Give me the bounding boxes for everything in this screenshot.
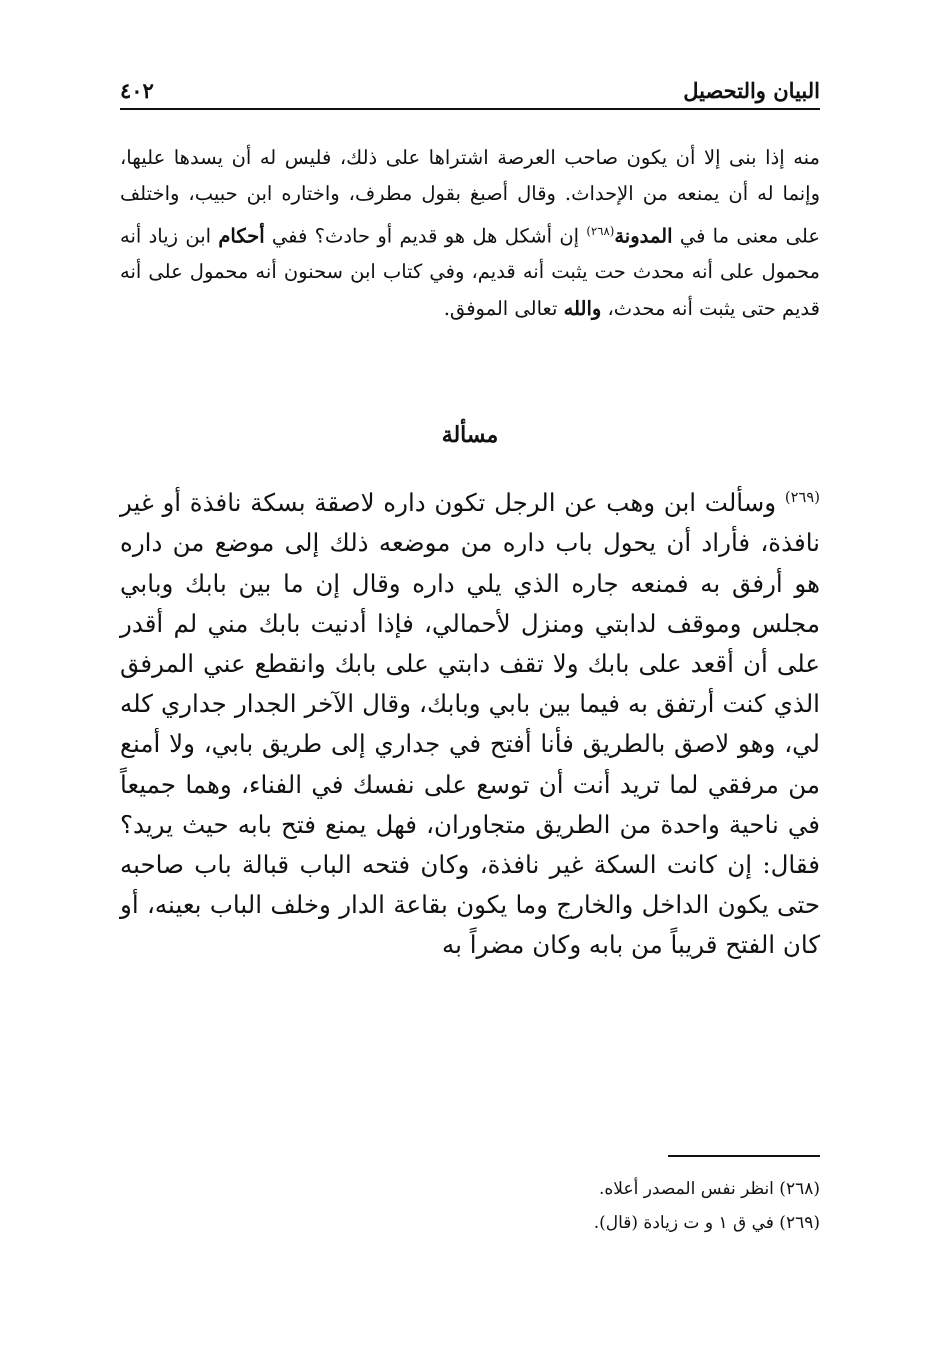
paragraph-1-text-c: ابن زياد أنه محمول على أنه محدث حت يثبت أنه قديم، وفي كتاب ابن سحنون أنه محمول على أنه قديم حتى يثبت أنه محدث، <box>120 224 820 320</box>
paragraph-1-text-b: إن أشكل هل هو قديم أو حادث؟ ففي <box>264 224 587 248</box>
ahkam-term: أحكام <box>218 224 265 248</box>
allah-term: والله <box>563 296 602 320</box>
footnote-268: (٢٦٨) انظر نفس المصدر أعلاه. <box>598 1179 820 1199</box>
paragraph-2-text: وسألت ابن وهب عن الرجل تكون داره لاصقة بسكة نافذة أو غير نافذة، فأراد أن يحول باب داره من موضعه ذلك إلى موضع من داره هو أرفق به فمنعه جاره الذي يلي داره وقال إن ما بين بابك وبابي مجلس وموقف لدابتي ومنزل لأحمالي، فإذا أدنيت بابك مني لم أقدر على أن أقعد على بابك ولا تقف دابتي على بابك وانقطع عني المرفق الذي كنت أرتفق به فيما بين بابي وبابك، وقال الآخر الجدار جداري كله لي، وهو لاصق بالطريق فأنا أفتح في جداري إلى طريق بابي، ولا أمنع من مرفقي لما تريد أنت أن توسع على نفسك في الفناء، وهما جميعاً في ناحية واحدة من الطريق متجاوران، فهل يمنع فتح بابه حيث يريد؟ فقال: إن كانت السكة غير نافذة، وكان فتحه الباب قبالة باب صاحبه حتى يكون الداخل والخارج وما يكون بقاعة الدار وخلف الباب بعينه، أو كان الفتح قريباً من بابه وكان مضراً به <box>120 488 820 960</box>
running-title: البيان والتحصيل <box>683 78 820 103</box>
page-header <box>120 78 820 110</box>
paragraph-2 <box>120 478 820 966</box>
paragraph-1-text-d: تعالى الموفق. <box>443 296 564 320</box>
paragraph-1-text-a: منه إذا بنى إلا أن يكون صاحب العرصة اشتراها على ذلك، فليس له أن يسدها عليها، وإنما له أن يمنعه من الإحداث. وقال أصبغ بقول مطرف، واختاره ابن حبيب، واختلف على معنى ما في <box>120 146 820 248</box>
page-number: ٤٠٢ <box>120 78 154 103</box>
footnote-ref-269: (٢٦٩) <box>784 489 820 506</box>
paragraph-1 <box>120 140 820 327</box>
footnote-divider <box>668 1155 820 1157</box>
footnote-ref-268: (٢٦٨) <box>586 223 615 238</box>
mudawwana-term: المدونة <box>614 224 673 248</box>
section-heading: مسألة <box>441 422 499 448</box>
footnote-269: (٢٦٩) في ق ١ و ت زيادة (قال). <box>593 1213 820 1233</box>
footnotes <box>120 1172 820 1240</box>
